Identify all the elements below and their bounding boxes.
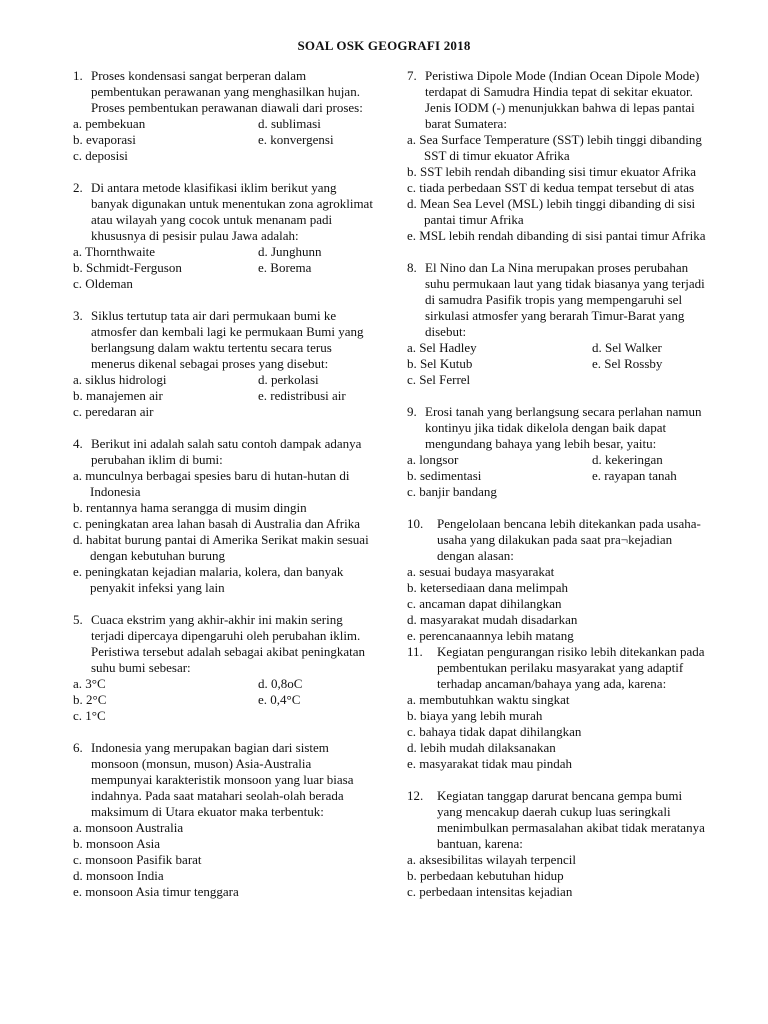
answer-options [407, 564, 707, 644]
question-text: Cuaca ekstrim yang akhir-akhir ini makin sering terjadi dipercaya dipengaruhi oleh perubahan iklim. Peristiwa tersebut adalah sebagai akibat peningkatan suhu bumi sebesar: [91, 612, 365, 675]
option-c: c. deposisi [73, 148, 128, 163]
question-number: 2. [73, 180, 83, 195]
question-11 [407, 644, 707, 772]
option-e: e. 0,4°C [258, 692, 301, 707]
option-c: c. tiada perbedaan SST di kedua tempat tersebut di atas [407, 180, 695, 195]
question-text: Di antara metode klasifikasi iklim berikut yang banyak digunakan untuk menentukan zona agroklimat atau wilayah yang cocok untuk menanam padi khususnya di pesisir pulau Jawa adalah: [91, 180, 373, 243]
question-number: 3. [73, 308, 83, 323]
option-c: c. 1°C [73, 708, 106, 723]
option-a: a. Sel Hadley [407, 340, 477, 355]
answer-options [407, 340, 707, 388]
option-a: a. aksesibilitas wilayah terpencil [407, 852, 576, 867]
option-b: b. Schmidt-Ferguson [73, 260, 182, 275]
option-d: d. kekeringan [592, 452, 663, 467]
question-6 [73, 740, 373, 900]
question-7 [407, 68, 707, 244]
option-d: d. Junghunn [258, 244, 322, 259]
question-1 [73, 68, 373, 164]
answer-options [407, 452, 707, 500]
answer-options [407, 692, 707, 772]
question-text: Pengelolaan bencana lebih ditekankan pada usaha-usaha yang dilakukan pada saat pra¬kejadian dengan alasan: [437, 516, 701, 563]
question-text: Proses kondensasi sangat berperan dalam pembentukan perawanan yang menghasilkan hujan. Proses pembentukan perawanan diawali dari proses: [91, 68, 363, 115]
question-text: Kegiatan tanggap darurat bencana gempa bumi yang mencakup daerah cukup luas seringkali menimbulkan permasalahan akibat tidak meratanya bantuan, karena: [437, 788, 705, 851]
option-b: b. manajemen air [73, 388, 163, 403]
option-d: d. sublimasi [258, 116, 321, 131]
option-d: d. lebih mudah dilaksanakan [407, 740, 556, 755]
question-text: Berikut ini adalah salah satu contoh dampak adanya perubahan iklim di bumi: [91, 436, 362, 467]
option-a: a. monsoon Australia [73, 820, 184, 835]
answer-options [73, 372, 373, 420]
question-number: 8. [407, 260, 417, 275]
option-c: c. Oldeman [73, 276, 133, 291]
option-e: e. konvergensi [258, 132, 334, 147]
option-c: c. monsoon Pasifik barat [73, 852, 202, 867]
question-text: Erosi tanah yang berlangsung secara perlahan namun kontinyu jika tidak dikelola dengan baik dapat mengundang bahaya yang lebih besar, yaitu: [425, 404, 702, 451]
question-2 [73, 180, 373, 292]
page-title: SOAL OSK GEOGRAFI 2018 [297, 38, 471, 53]
option-e: e. perencanaannya lebih matang [407, 628, 574, 643]
question-text: Peristiwa Dipole Mode (Indian Ocean Dipole Mode) terdapat di Samudra Hindia tepat di sekitar ekuator. Jenis IODM (-) menunjukkan bahwa di lepas pantai barat Sumatera: [425, 68, 700, 131]
option-e: e. redistribusi air [258, 388, 346, 403]
option-b: b. SST lebih rendah dibanding sisi timur ekuator Afrika [407, 164, 696, 179]
option-a: a. munculnya berbagai spesies baru di hutan-hutan di Indonesia [73, 468, 350, 499]
option-a: a. 3°C [73, 676, 106, 691]
option-c: c. perbedaan intensitas kejadian [407, 884, 573, 899]
option-a: a. siklus hidrologi [73, 372, 167, 387]
option-b: b. 2°C [73, 692, 107, 707]
option-d: d. perkolasi [258, 372, 319, 387]
question-number: 4. [73, 436, 83, 451]
option-e: e. monsoon Asia timur tenggara [73, 884, 239, 899]
option-c: c. Sel Ferrel [407, 372, 471, 387]
option-c: c. peredaran air [73, 404, 154, 419]
question-number: 12. [407, 788, 424, 803]
answer-options [407, 852, 707, 900]
option-d: d. Mean Sea Level (MSL) lebih tinggi dibanding di sisi pantai timur Afrika [407, 196, 696, 227]
answer-options [73, 244, 373, 292]
answer-options [73, 116, 373, 164]
option-e: e. rayapan tanah [592, 468, 677, 483]
option-d: d. habitat burung pantai di Amerika Serikat makin sesuai dengan kebutuhan burung [73, 532, 369, 563]
option-c: c. peningkatan area lahan basah di Australia dan Afrika [73, 516, 360, 531]
question-8 [407, 260, 707, 388]
answer-options [407, 132, 707, 244]
option-e: e. Borema [258, 260, 312, 275]
question-3 [73, 308, 373, 420]
answer-options [73, 676, 373, 724]
option-b: b. monsoon Asia [73, 836, 161, 851]
question-text: El Nino dan La Nina merupakan proses perubahan suhu permukaan laut yang tidak biasanya yang terjadi di samudra Pasifik tropis yang mempengaruhi sel sirkulasi atmosfer yang berarah Timur-Barat yang disebut: [425, 260, 705, 339]
question-text: Siklus tertutup tata air dari permukaan bumi ke atmosfer dan kembali lagi ke permukaan Bumi yang berlangsung dalam waktu tertentu secara terus menerus dikenal sebagai proses yang disebut: [91, 308, 364, 371]
option-d: d. monsoon India [73, 868, 164, 883]
answer-options [73, 468, 373, 596]
question-number: 10. [407, 516, 424, 531]
question-12 [407, 788, 707, 900]
option-e: e. MSL lebih rendah dibanding di sisi pantai timur Afrika [407, 228, 706, 243]
option-e: e. peningkatan kejadian malaria, kolera, dan banyak penyakit infeksi yang lain [73, 564, 344, 595]
question-number: 9. [407, 404, 417, 419]
option-b: b. Sel Kutub [407, 356, 473, 371]
option-c: c. bahaya tidak dapat dihilangkan [407, 724, 582, 739]
option-e: e. masyarakat tidak mau pindah [407, 756, 572, 771]
question-4 [73, 436, 373, 596]
option-a: a. membutuhkan waktu singkat [407, 692, 570, 707]
option-d: d. 0,8oC [258, 676, 303, 691]
question-number: 11. [407, 644, 423, 659]
question-9 [407, 404, 707, 500]
option-e: e. Sel Rossby [592, 356, 663, 371]
question-10 [407, 516, 707, 644]
option-a: a. longsor [407, 452, 459, 467]
question-5 [73, 612, 373, 724]
option-b: b. sedimentasi [407, 468, 482, 483]
question-number: 6. [73, 740, 83, 755]
option-a: a. sesuai budaya masyarakat [407, 564, 555, 579]
option-c: c. ancaman dapat dihilangkan [407, 596, 562, 611]
question-number: 5. [73, 612, 83, 627]
option-b: b. ketersediaan dana melimpah [407, 580, 568, 595]
left-column [73, 68, 373, 900]
option-d: d. Sel Walker [592, 340, 662, 355]
option-a: a. Sea Surface Temperature (SST) lebih tinggi dibanding SST di timur ekuator Afrika [407, 132, 702, 163]
option-b: b. perbedaan kebutuhan hidup [407, 868, 564, 883]
option-a: a. pembekuan [73, 116, 146, 131]
option-a: a. Thornthwaite [73, 244, 156, 259]
option-d: d. masyarakat mudah disadarkan [407, 612, 578, 627]
question-number: 1. [73, 68, 83, 83]
question-text: Indonesia yang merupakan bagian dari sistem monsoon (monsun, muson) Asia-Australia mempunyai karakteristik monsoon yang luar biasa indahnya. Pada saat matahari seolah-olah berada maksimum di Utara ekuator maka terbentuk: [91, 740, 354, 819]
option-b: b. evaporasi [73, 132, 136, 147]
answer-options [73, 820, 373, 900]
option-b: b. biaya yang lebih murah [407, 708, 543, 723]
question-text: Kegiatan pengurangan risiko lebih ditekankan pada pembentukan perilaku masyarakat yang adaptif terhadap ancaman/bahaya yang ada, karena: [437, 644, 705, 691]
option-c: c. banjir bandang [407, 484, 497, 499]
option-b: b. rentannya hama serangga di musim dingin [73, 500, 307, 515]
right-column [407, 68, 707, 900]
question-number: 7. [407, 68, 417, 83]
